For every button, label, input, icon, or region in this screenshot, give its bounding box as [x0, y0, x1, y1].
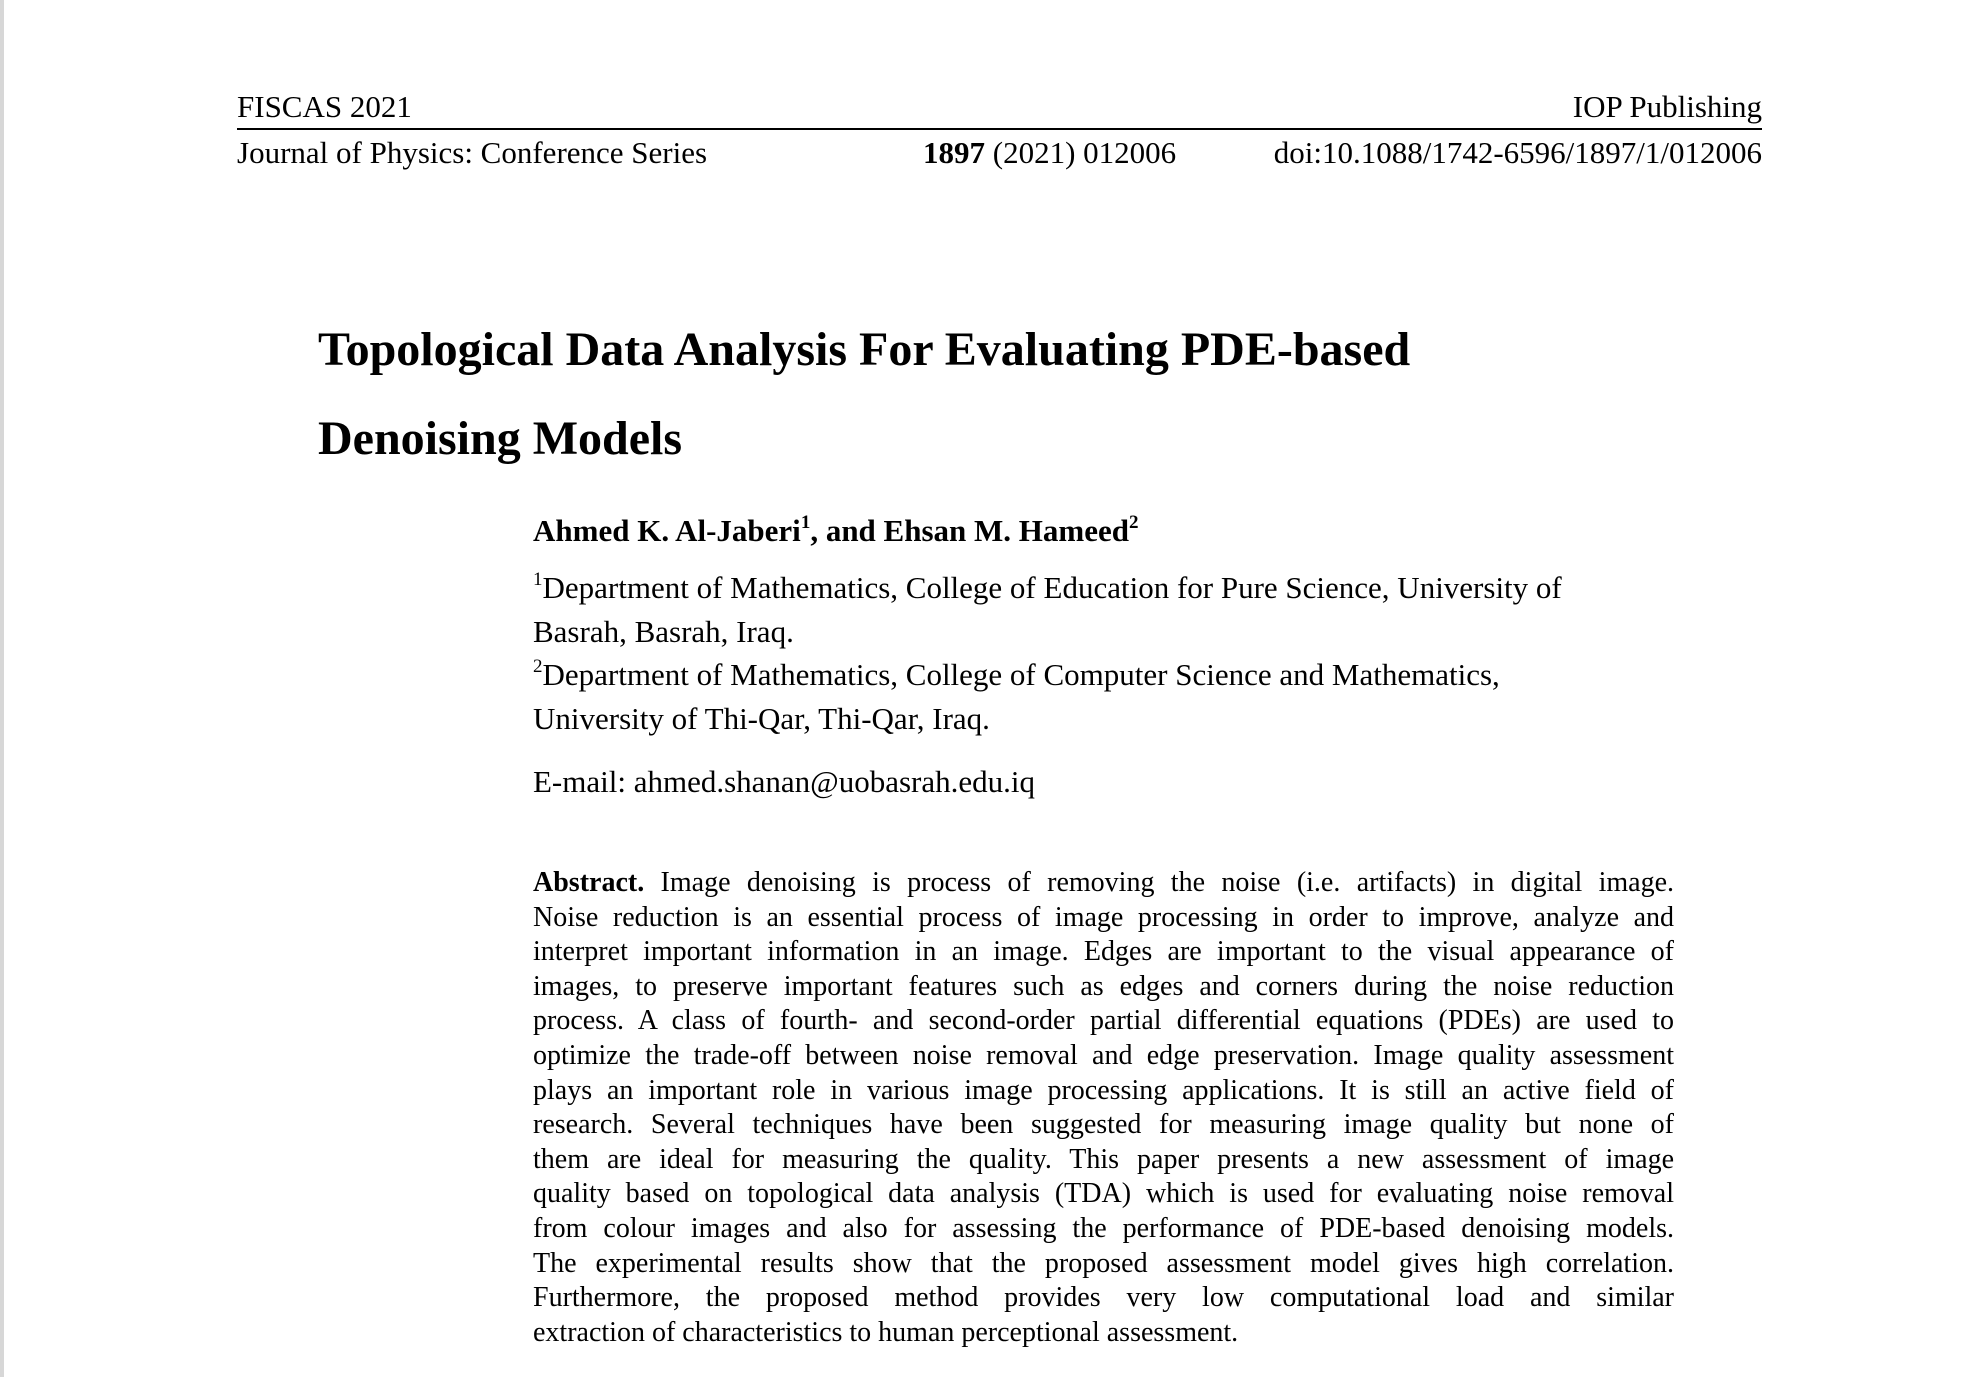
abstract-line: research. Several techniques have been suggested for measuring image quality but none of: [533, 1109, 1674, 1141]
running-header-top: [237, 88, 1762, 130]
volume-number: 1897: [923, 135, 985, 170]
abstract-line-1-text: Image denoising is process of removing the noise (i.e. artifacts) in digital image.: [644, 867, 1674, 898]
publisher-name: IOP Publishing: [1572, 89, 1762, 124]
abstract-line: interpret important information in an image. Edges are important to the visual appearance of: [533, 936, 1674, 968]
abstract-line: them are ideal for measuring the quality. This paper presents a new assessment of image: [533, 1143, 1674, 1175]
author-separator: , and: [810, 513, 884, 548]
paper-title: [318, 305, 1618, 483]
abstract-line: optimize the trade-off between noise removal and edge preservation. Image quality assessment: [533, 1039, 1674, 1071]
abstract-line: quality based on topological data analysis (TDA) which is used for evaluating noise removal: [533, 1178, 1674, 1210]
author-list: [533, 510, 1138, 552]
abstract-line: plays an important role in various image processing applications. It is still an active field of: [533, 1074, 1674, 1106]
title-line-1: Topological Data Analysis For Evaluating PDE-based: [318, 323, 1411, 376]
abstract-line: from colour images and also for assessing the performance of PDE-based denoising models.: [533, 1212, 1674, 1244]
abstract: [533, 866, 1674, 1350]
abstract-line: [533, 866, 1674, 901]
affiliation-2: [533, 653, 1673, 741]
author-2: Ehsan M. Hameed: [883, 513, 1129, 548]
abstract-line: Furthermore, the proposed method provides very low computational load and similar: [533, 1282, 1674, 1314]
abstract-label: Abstract.: [533, 867, 645, 898]
affiliation-1-mark: 1: [533, 569, 543, 590]
affiliation-1: [533, 566, 1673, 654]
title-line-2: Denoising Models: [318, 412, 683, 465]
doi: doi:10.1088/1742-6596/1897/1/012006: [1273, 135, 1762, 170]
abstract-line: images, to preserve important features such as edges and corners during the noise reduction: [533, 970, 1674, 1002]
conference-name: FISCAS 2021: [237, 89, 412, 124]
affiliation-2-line-2: University of Thi-Qar, Thi-Qar, Iraq.: [533, 701, 990, 736]
abstract-line: The experimental results show that the proposed assessment model gives high correlation.: [533, 1247, 1674, 1279]
citation: [923, 134, 1176, 172]
affiliation-2-mark: 2: [533, 656, 543, 677]
abstract-line: extraction of characteristics to human perceptional assessment.: [533, 1316, 1239, 1348]
affiliation-2-line-1: Department of Mathematics, College of Computer Science and Mathematics,: [542, 657, 1500, 692]
corresponding-email[interactable]: E-mail: ahmed.shanan@uobasrah.edu.iq: [533, 764, 1036, 799]
affiliation-1-line-2: Basrah, Basrah, Iraq.: [533, 614, 794, 649]
year-article-number: (2021) 012006: [992, 135, 1177, 170]
abstract-line: Noise reduction is an essential process of image processing in order to improve, analyze and: [533, 901, 1674, 933]
abstract-line: process. A class of fourth- and second-order partial differential equations (PDEs) are used to: [533, 1005, 1674, 1037]
author-2-affil-mark: 2: [1128, 512, 1139, 533]
author-1-affil-mark: 1: [800, 512, 811, 533]
author-1: Ahmed K. Al-Jaberi: [533, 513, 801, 548]
affiliation-1-line-1: Department of Mathematics, College of Education for Pure Science, University of: [542, 570, 1562, 605]
journal-name: Journal of Physics: Conference Series: [237, 135, 708, 170]
running-header-bottom: [237, 134, 1762, 174]
